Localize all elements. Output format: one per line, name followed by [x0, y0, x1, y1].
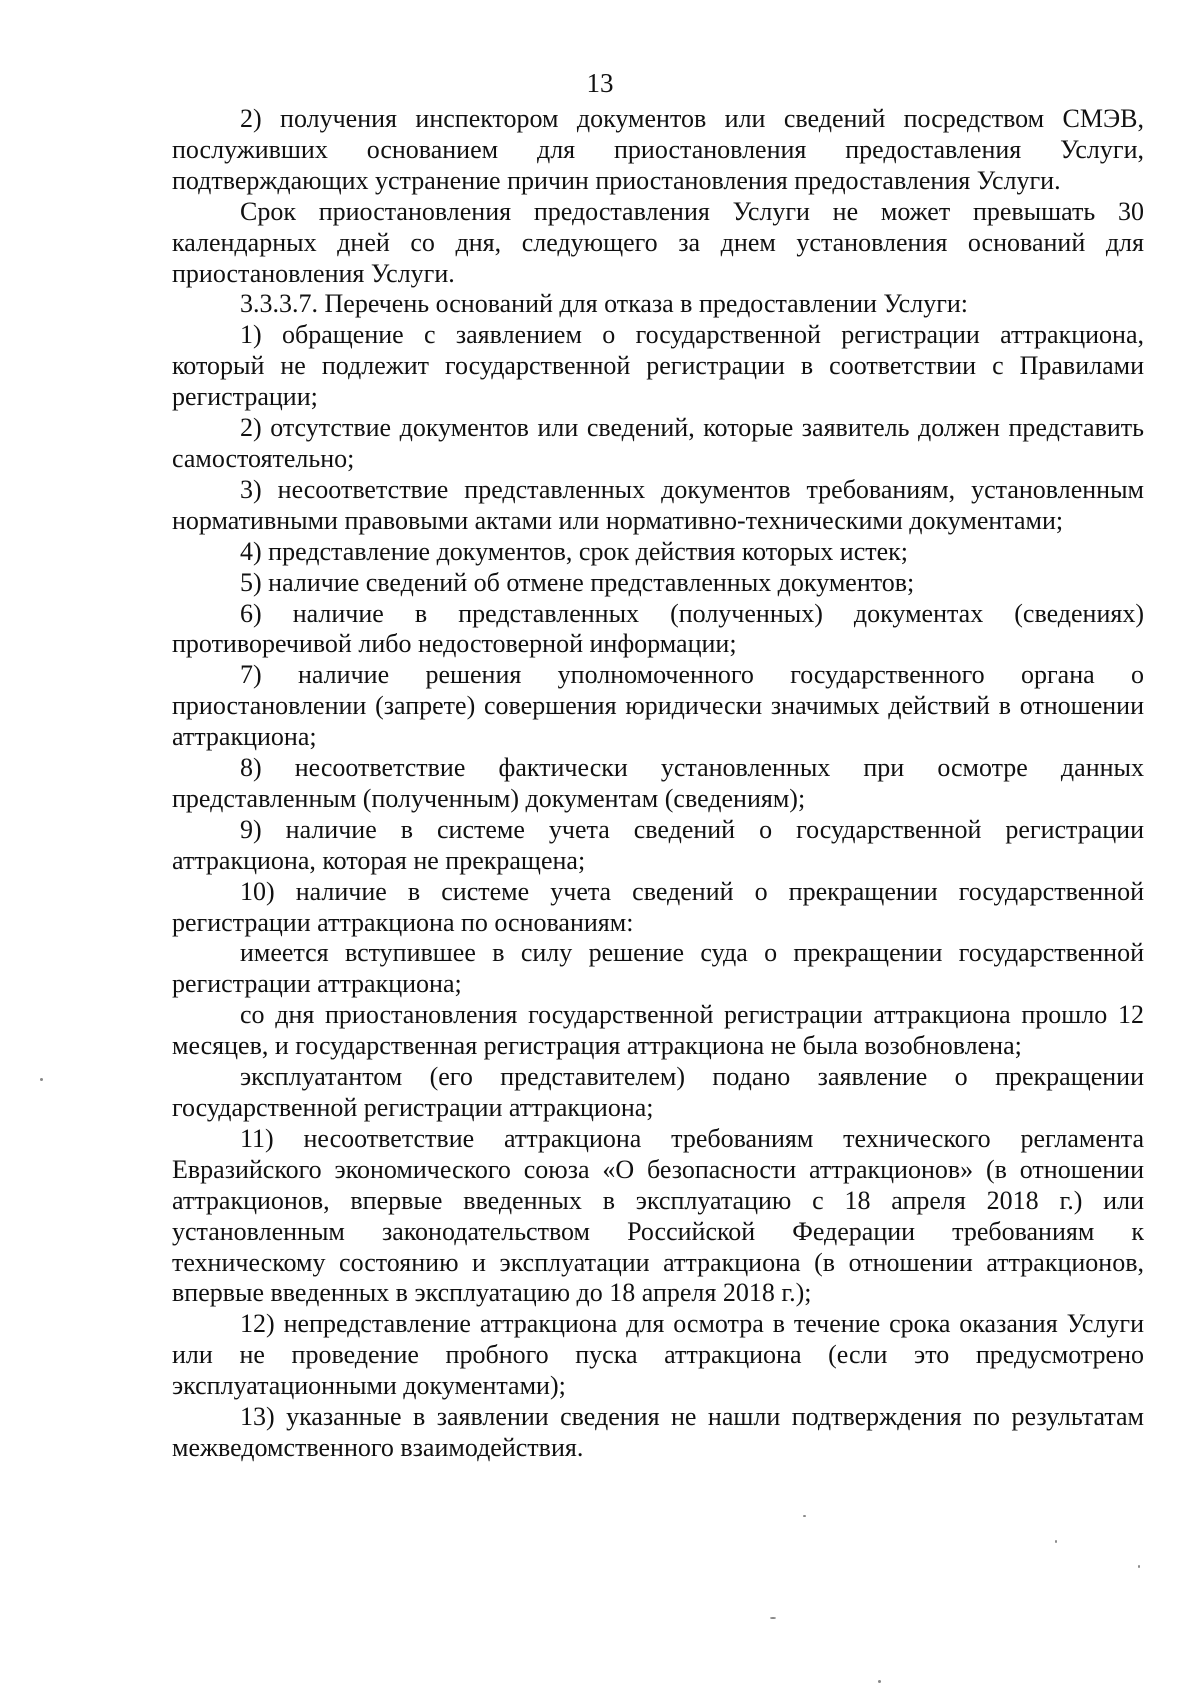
list-item: 11) несоответствие аттракциона требованиям технического регламента Евразийского экономического союза «О безопасности аттракционов» (в отношении аттракционов, впервые введенных в эксплуатацию с 18 апреля 2018 г.) или установленным законодательством Российской Федерации требованиям к техническому состоянию и эксплуатации аттракциона (в отношении аттракционов, впервые введенных в эксплуатацию до 18 апреля 2018 г.);: [172, 1123, 1144, 1308]
scan-speck: [40, 1078, 43, 1081]
list-item: 6) наличие в представленных (полученных) документах (сведениях) противоречивой либо недостоверной информации;: [172, 598, 1144, 659]
list-item: 5) наличие сведений об отмене представленных документов;: [240, 567, 915, 597]
paragraph: 2) получения инспектором документов или сведений посредством СМЭВ, послуживших основанием для приостановления предоставления Услуги, подтверждающих устранение причин приостановления предоставления Услуги.: [172, 104, 1144, 195]
paragraph: Срок приостановления предоставления Услуги не может превышать 30 календарных дней со дня, следующего за днем установления оснований для приостановления Услуги.: [172, 196, 1144, 288]
sub-item: эксплуатантом (его представителем) подано заявление о прекращении государственной регистрации аттракциона;: [172, 1062, 1144, 1122]
scan-speck: [1055, 1540, 1057, 1543]
list-item: 2) отсутствие документов или сведений, которые заявитель должен представить самостоятельно;: [172, 413, 1144, 473]
scan-speck: [1138, 1565, 1140, 1568]
scan-speck: [770, 1617, 776, 1619]
paragraph: 3.3.3.7. Перечень оснований для отказа в предоставлении Услуги:: [240, 289, 968, 319]
list-item: 8) несоответствие фактически установленных при осмотре данных представленным (полученным) документам (сведениям);: [172, 753, 1144, 813]
sub-item: имеется вступившее в силу решение суда о прекращении государственной регистрации аттракциона;: [172, 938, 1144, 999]
scan-speck: [878, 1680, 881, 1683]
list-item: 3) несоответствие представленных документов требованиям, установленным нормативными правовыми актами или нормативно-техническими документами;: [172, 474, 1144, 535]
list-item: 12) непредставление аттракциона для осмотра в течение срока оказания Услуги или не проведение пробного пуска аттракциона (если это предусмотрено эксплуатационными документами);: [172, 1309, 1144, 1401]
page-number: 13: [586, 68, 614, 98]
list-item: 10) наличие в системе учета сведений о прекращении государственной регистрации аттракциона по основаниям:: [172, 876, 1144, 937]
list-item: 4) представление документов, срок действия которых истек;: [240, 536, 909, 566]
scan-speck: [803, 1515, 806, 1517]
document-body: [172, 104, 1144, 1464]
sub-item: со дня приостановления государственной регистрации аттракциона прошло 12 месяцев, и государственная регистрация аттракциона не была возобновлена;: [172, 1000, 1144, 1061]
list-item: 7) наличие решения уполномоченного государственного органа о приостановлении (запрете) совершения юридически значимых действий в отношении аттракциона;: [172, 660, 1144, 752]
list-item: 9) наличие в системе учета сведений о государственной регистрации аттракциона, которая не прекращена;: [172, 814, 1144, 875]
list-item: 1) обращение с заявлением о государственной регистрации аттракциона, который не подлежит государственной регистрации в соответствии с Правилами регистрации;: [172, 320, 1144, 412]
list-item: 13) указанные в заявлении сведения не нашли подтверждения по результатам межведомственного взаимодействия.: [172, 1402, 1144, 1462]
